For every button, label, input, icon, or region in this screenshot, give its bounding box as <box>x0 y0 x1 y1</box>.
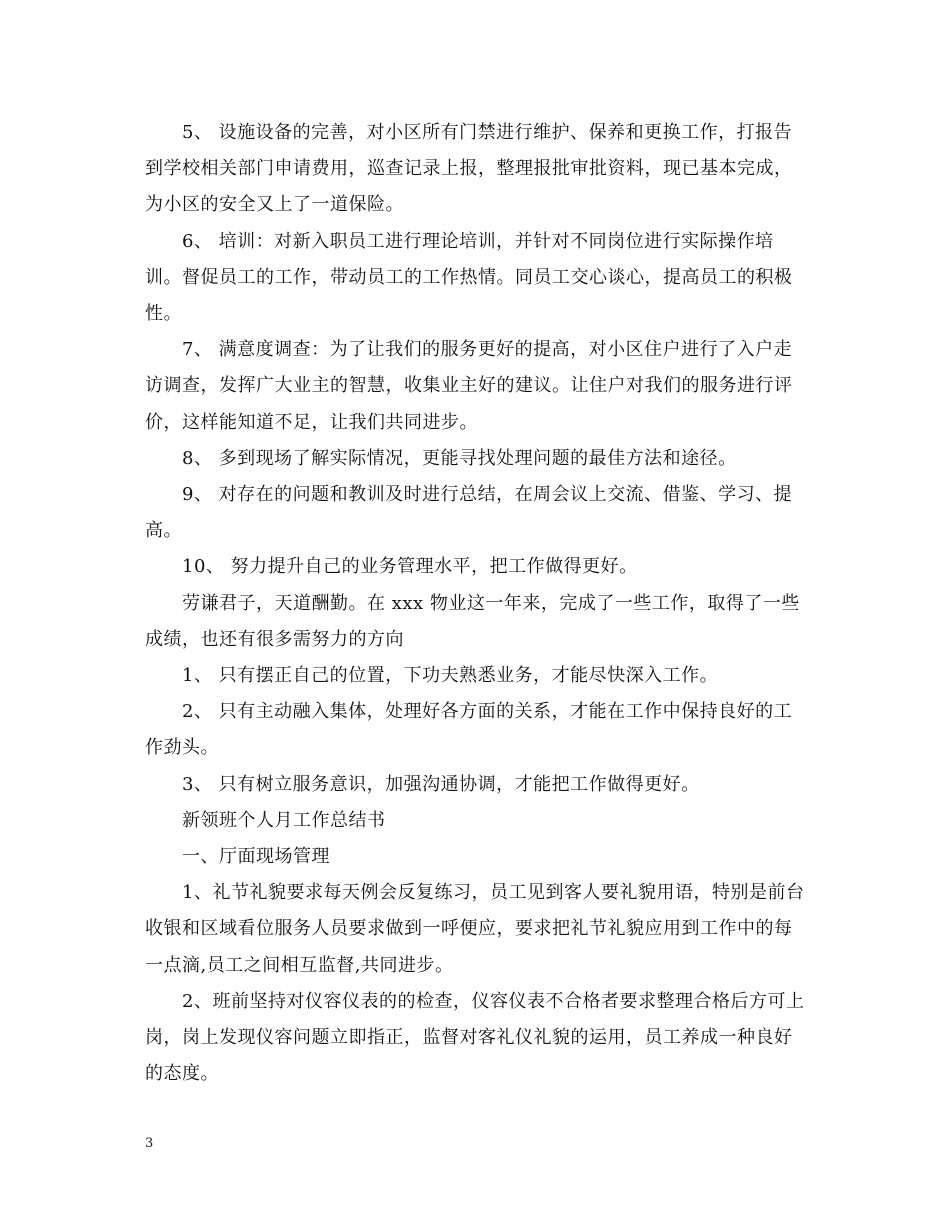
summary-paragraph: 劳谦君子，天道酬勤。在 xxx 物业这一年来，完成了一些工作，取得了一些成绩，也还有很多需努力的方向 <box>145 592 800 650</box>
lesson-item-2: 2、 只有主动融入集体，处理好各方面的关系，才能在工作中保持良好的工作劲头。 <box>145 701 793 759</box>
paragraph-item-7: 7、 满意度调查：为了让我们的服务更好的提高，对小区住户进行了入户走访调查，发挥广大业主的智慧，收集业主好的建议。让住户对我们的服务进行评价，这样能知道不足，让我们共同进步。 <box>145 339 793 433</box>
section-title: 新领班个人月工作总结书 <box>182 809 386 831</box>
management-item-1: 1、礼节礼貌要求每天例会反复练习，员工见到客人要礼貌用语，特别是前台收银和区域看位服务人员要求做到一呼便应，要求把礼节礼貌应用到工作中的每一点滴,员工之间相互监督,共同进步。 <box>145 882 805 976</box>
lesson-item-3: 3、 只有树立服务意识，加强沟通协调，才能把工作做得更好。 <box>182 773 700 795</box>
paragraph-item-10: 10、 努力提升自己的业务管理水平，把工作做得更好。 <box>182 556 638 578</box>
document-body <box>145 115 805 1092</box>
paragraph-item-5: 5、 设施设备的完善，对小区所有门禁进行维护、保养和更换工作，打报告到学校相关部门申请费用，巡查记录上报，整理报批审批资料，现已基本完成，为小区的安全又上了一道保险。 <box>145 122 793 216</box>
lesson-item-1: 1、 只有摆正自己的位置，下功夫熟悉业务，才能尽快深入工作。 <box>182 665 719 687</box>
page-number: 3 <box>145 1136 154 1151</box>
management-item-2: 2、班前坚持对仪容仪表的的检查，仪容仪表不合格者要求整理合格后方可上岗，岗上发现仪容问题立即指正，监督对客礼仪礼貌的运用，员工养成一种良好的态度。 <box>145 990 805 1085</box>
paragraph-item-6: 6、 培训：对新入职员工进行理论培训，并针对不同岗位进行实际操作培训。督促员工的工作，带动员工的工作热情。同员工交心谈心，提高员工的积极性。 <box>145 230 793 325</box>
paragraph-item-8: 8、 多到现场了解实际情况，更能寻找处理问题的最佳方法和途径。 <box>182 447 737 469</box>
section-heading: 一、厅面现场管理 <box>182 846 330 868</box>
paragraph-item-9: 9、 对存在的问题和教训及时进行总结，在周会议上交流、借鉴、学习、提高。 <box>145 484 793 542</box>
